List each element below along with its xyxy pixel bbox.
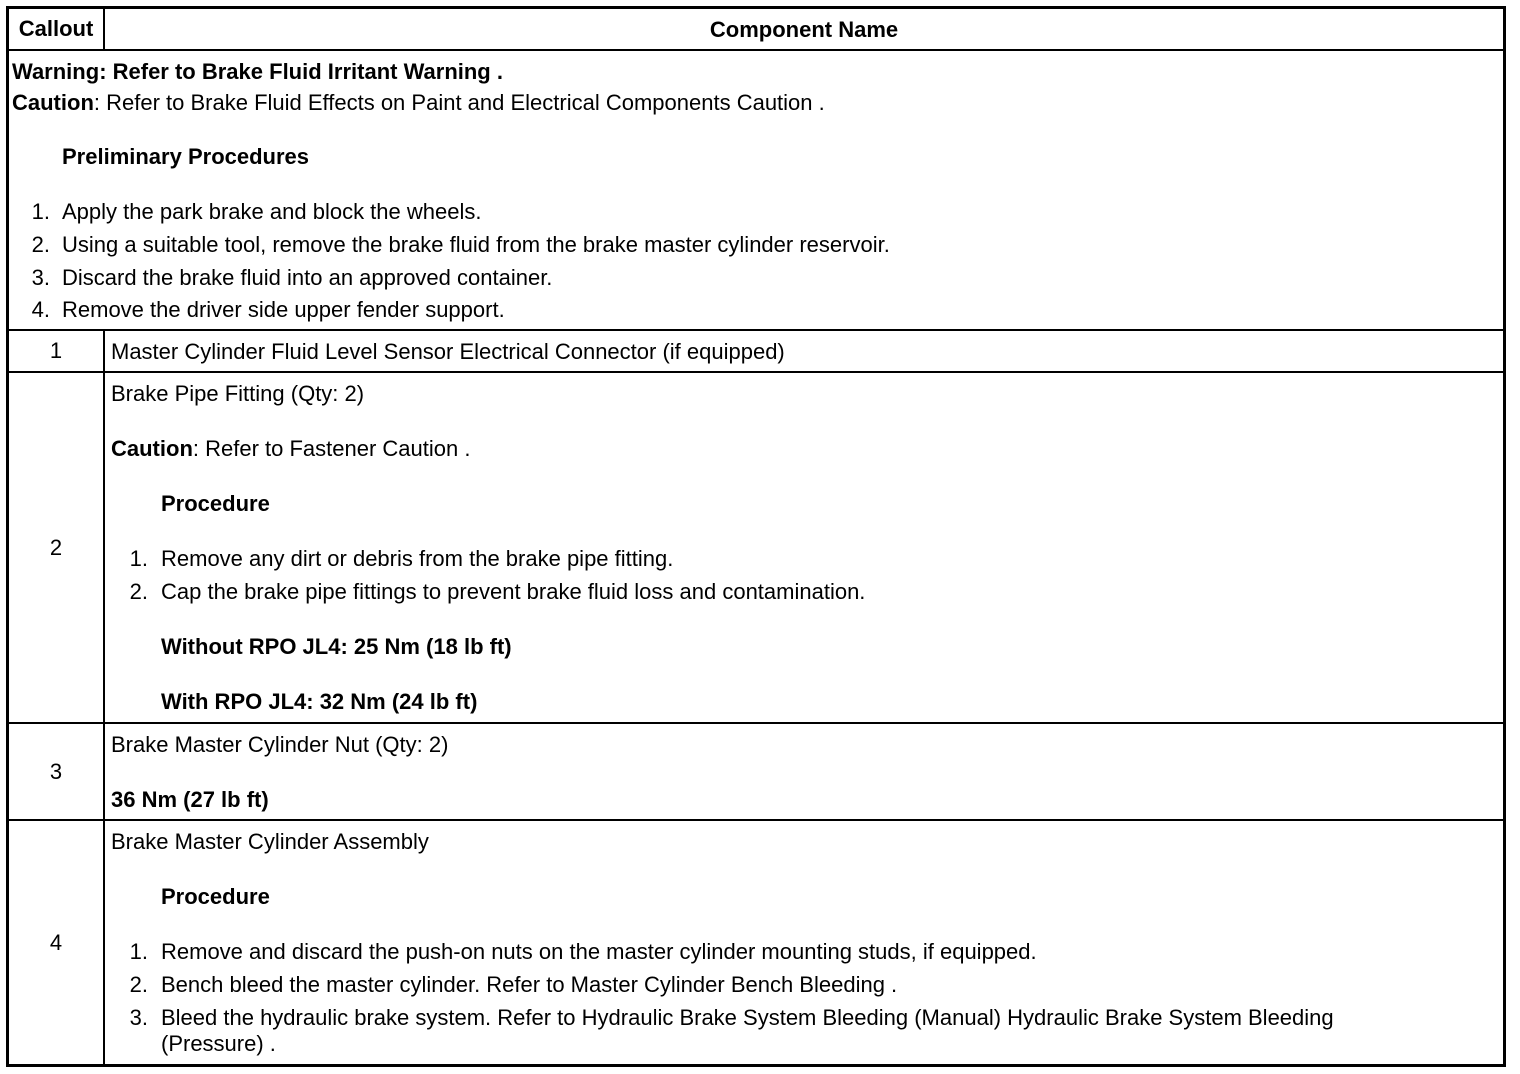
step-number: 4. xyxy=(31,297,50,322)
preliminary-procedures-title: Preliminary Procedures xyxy=(62,144,310,169)
torque-spec: With RPO JL4: 32 Nm (24 lb ft) xyxy=(161,689,478,714)
procedure-title: Procedure xyxy=(161,491,270,516)
step-text: Apply the park brake and block the wheels. xyxy=(62,199,482,224)
caution-label: Caution xyxy=(12,90,94,115)
prelim-step xyxy=(9,232,890,258)
component-name-header: Component Name xyxy=(709,17,899,42)
table-row xyxy=(9,821,1503,1064)
step-number: 2. xyxy=(129,972,148,997)
table-row xyxy=(9,331,1503,373)
step-number: 2. xyxy=(31,232,50,257)
caution-label: Caution xyxy=(111,436,193,461)
procedure-table xyxy=(6,6,1506,1067)
prelim-step xyxy=(9,265,552,291)
step-text: Using a suitable tool, remove the brake fluid from the brake master cylinder reservoir. xyxy=(62,232,890,257)
component-cell xyxy=(105,331,1503,371)
callout-number: 2 xyxy=(9,373,105,722)
warning-label: Warning xyxy=(12,59,100,84)
table-header-row xyxy=(9,9,1503,51)
prelim-step xyxy=(9,297,505,323)
step-number: 1. xyxy=(129,939,148,964)
intro-row xyxy=(9,51,1503,331)
procedure-step-continuation: (Pressure) . xyxy=(161,1031,276,1056)
step-text: Bench bleed the master cylinder. Refer to Master Cylinder Bench Bleeding . xyxy=(161,972,898,997)
table-row xyxy=(9,373,1503,724)
callout-number: 1 xyxy=(9,331,105,371)
step-number: 3. xyxy=(129,1005,148,1030)
torque-spec: 36 Nm (27 lb ft) xyxy=(111,787,269,812)
component-name: Brake Pipe Fitting (Qty: 2) xyxy=(111,381,365,406)
step-text: Discard the brake fluid into an approved container. xyxy=(62,265,553,290)
caution-text: : Refer to Fastener Caution . xyxy=(192,436,471,461)
procedure-step xyxy=(105,579,865,605)
caution-text: : Refer to Brake Fluid Effects on Paint and Electrical Components Caution . xyxy=(93,90,825,115)
component-name: Master Cylinder Fluid Level Sensor Electrical Connector (if equipped) xyxy=(111,339,785,364)
procedure-step xyxy=(105,972,897,998)
step-number: 2. xyxy=(129,579,148,604)
step-text: Remove the driver side upper fender support. xyxy=(62,297,505,322)
component-name-header-cell xyxy=(105,9,1503,49)
caution-line xyxy=(12,90,825,116)
step-text: Remove any dirt or debris from the brake pipe fitting. xyxy=(161,546,674,571)
step-text: Remove and discard the push-on nuts on the master cylinder mounting studs, if equipped. xyxy=(161,939,1037,964)
procedure-step xyxy=(105,546,673,572)
component-cell xyxy=(105,724,1503,819)
procedure-step xyxy=(105,939,1037,965)
step-number: 1. xyxy=(31,199,50,224)
component-name: Brake Master Cylinder Nut (Qty: 2) xyxy=(111,732,449,757)
procedure-title: Procedure xyxy=(161,884,270,909)
procedure-step xyxy=(105,1005,1334,1031)
warning-text: : Refer to Brake Fluid Irritant Warning . xyxy=(99,59,503,84)
component-cell xyxy=(105,373,1503,722)
step-text: Bleed the hydraulic brake system. Refer to Hydraulic Brake System Bleeding (Manual) Hydraulic Brake System Bleeding xyxy=(161,1005,1334,1030)
step-text: Cap the brake pipe fittings to prevent brake fluid loss and contamination. xyxy=(161,579,866,604)
callout-number: 3 xyxy=(9,724,105,819)
component-cell xyxy=(105,821,1503,1064)
callout-number: 4 xyxy=(9,821,105,1064)
step-number: 3. xyxy=(31,265,50,290)
caution-line xyxy=(111,436,470,462)
table-row xyxy=(9,724,1503,821)
callout-header: Callout xyxy=(9,9,105,49)
torque-spec: Without RPO JL4: 25 Nm (18 lb ft) xyxy=(161,634,512,659)
component-name: Brake Master Cylinder Assembly xyxy=(111,829,429,854)
warning-line xyxy=(12,59,503,85)
step-number: 1. xyxy=(129,546,148,571)
prelim-step xyxy=(9,199,481,225)
